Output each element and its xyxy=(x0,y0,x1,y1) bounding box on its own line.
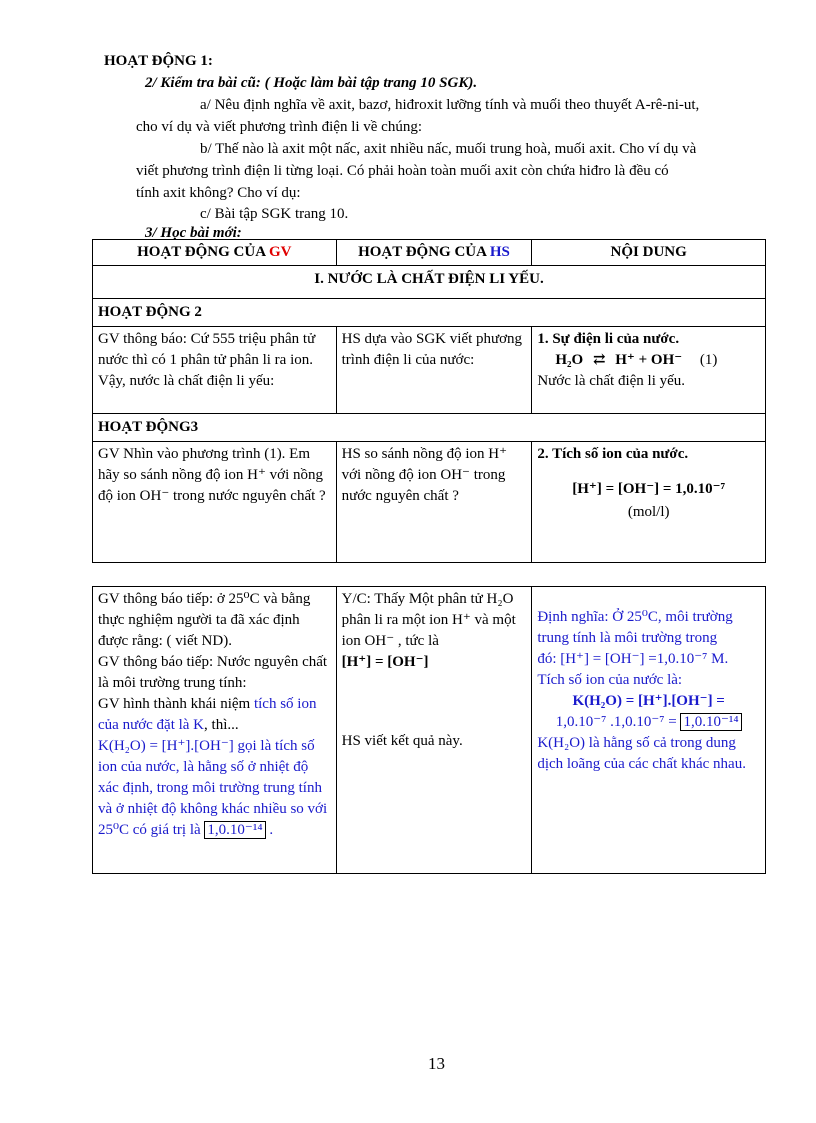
section-2-title: 2/ Kiểm tra bài cũ: ( Hoặc làm bài tập trang 10 SGK). xyxy=(145,75,478,91)
part-title-row xyxy=(93,266,766,299)
col-header-content: NỘI DUNG xyxy=(532,240,766,266)
activity-2-label: HOẠT ĐỘNG 2 xyxy=(93,299,766,327)
t2-content-cell xyxy=(532,587,766,874)
kw-value-box: 1,0.10⁻¹⁴ xyxy=(204,821,265,839)
a2-equation: H₂O ⇄ H⁺ + OH⁻ (1) xyxy=(555,352,718,368)
a2-hs-cell: HS dựa vào SGK viết phương trình điện li của nước: xyxy=(336,327,532,414)
t2-nd-p6: K(H₂O) là hằng số cả trong dung dịch loãng của các chất khác nhau. xyxy=(537,735,746,772)
activity-3-label: HOẠT ĐỘNG3 xyxy=(93,414,766,442)
t2-nd-p5: 1,0.10⁻⁷ .1,0.10⁻⁷ = 1,0.10⁻¹⁴ xyxy=(537,712,760,733)
question-b-line3: tính axit không? Cho ví dụ: xyxy=(136,185,301,201)
lesson-table-1 xyxy=(92,239,766,563)
t2-nd-p3: Tích số ion của nước là: xyxy=(537,672,683,688)
t2-nd-p2: đó: [H⁺] = [OH⁻] =1,0.10⁻⁷ M. xyxy=(537,651,729,667)
a2-note: Nước là chất điện li yếu. xyxy=(537,373,686,389)
t2-kw-value-box: 1,0.10⁻¹⁴ xyxy=(680,713,741,731)
t2-nd-p1: Định nghĩa: Ở 25⁰C, môi trường trung tính là môi trường trong xyxy=(537,609,733,646)
a3-content-cell xyxy=(532,442,766,563)
page-number: 13 xyxy=(428,1054,445,1073)
t2-gv-p3: GV hình thành khái niệm tích số ion của nước đặt là K, thì... xyxy=(98,696,317,733)
t2-gv-p4: K(H₂O) = [H⁺].[OH⁻] gọi là tích số ion của nước, là hằng số ở nhiệt độ xác định, trong môi trường trung tính và ở nhiệt độ không khác nhiều so với 25⁰C có giá trị là 1,0.10⁻¹⁴ . xyxy=(98,738,328,838)
activity-2-content-row xyxy=(93,327,766,414)
a3-heading: 2. Tích số ion của nước. xyxy=(537,446,689,462)
t2-gv-cell xyxy=(93,587,337,874)
a3-unit: (mol/l) xyxy=(627,504,670,520)
a3-equation: [H⁺] = [OH⁻] = 1,0.10⁻⁷ xyxy=(572,481,726,497)
activity-3-content-row xyxy=(93,442,766,563)
t2-gv-p1: GV thông báo tiếp: ở 25⁰C và bằng thực nghiệm người ta đã xác định được rằng: ( viết ND). xyxy=(98,591,311,649)
question-a-line2: cho ví dụ và viết phương trình điện li về chúng: xyxy=(136,119,423,135)
a2-content-cell xyxy=(532,327,766,414)
a2-gv-cell: GV thông báo: Cứ 555 triệu phân tử nước thì có 1 phân tử phân li ra ion. Vậy, nước là chất điện li yếu: xyxy=(93,327,337,414)
section-3-title: 3/ Học bài mới: xyxy=(145,225,242,241)
a3-hs-cell: HS so sánh nồng độ ion H⁺ với nồng độ ion OH⁻ trong nước nguyên chất ? xyxy=(336,442,532,563)
heading-activity-1: HOẠT ĐỘNG 1: xyxy=(104,53,213,69)
lesson-table-2 xyxy=(92,586,766,874)
a3-gv-cell: GV Nhìn vào phương trình (1). Em hãy so sánh nồng độ ion H⁺ với nồng độ ion OH⁻ trong nước nguyên chất ? xyxy=(93,442,337,563)
question-c: c/ Bài tập SGK trang 10. xyxy=(200,206,349,222)
col-header-hs: HOẠT ĐỘNG CỦA HS xyxy=(336,240,532,266)
col-header-gv: HOẠT ĐỘNG CỦA GV xyxy=(93,240,337,266)
t2-gv-p2: GV thông báo tiếp: Nước nguyên chất là môi trường trung tính: xyxy=(98,654,328,691)
question-b-line1: b/ Thế nào là axit một nấc, axit nhiều nấc, muối trung hoà, muối axit. Cho ví dụ và xyxy=(200,141,697,157)
t2-hs-p2: HS viết kết quả này. xyxy=(341,733,463,749)
table-2-row xyxy=(93,587,766,874)
question-a-line1: a/ Nêu định nghĩa về axit, bazơ, hiđroxit lưỡng tính và muối theo thuyết A-rê-ni-ut, xyxy=(200,97,700,113)
t2-hs-eq: [H⁺] = [OH⁻] xyxy=(341,654,429,670)
a2-heading: 1. Sự điện li của nước. xyxy=(537,331,680,347)
t2-hs-cell xyxy=(336,587,532,874)
t2-nd-p4: K(H₂O) = [H⁺].[OH⁻] = xyxy=(572,693,725,709)
t2-hs-p1: Y/C: Thấy Một phân tử H₂O phân li ra một ion H⁺ và một ion OH⁻ , tức là xyxy=(341,591,516,649)
part-title: I. NƯỚC LÀ CHẤT ĐIỆN LI YẾU. xyxy=(93,266,766,299)
table-header-row xyxy=(93,240,766,266)
question-b-line2: viết phương trình điện li từng loại. Có phải hoàn toàn muối axit còn chứa hiđro là đều có xyxy=(136,163,669,179)
activity-3-row xyxy=(93,414,766,442)
activity-2-row xyxy=(93,299,766,327)
